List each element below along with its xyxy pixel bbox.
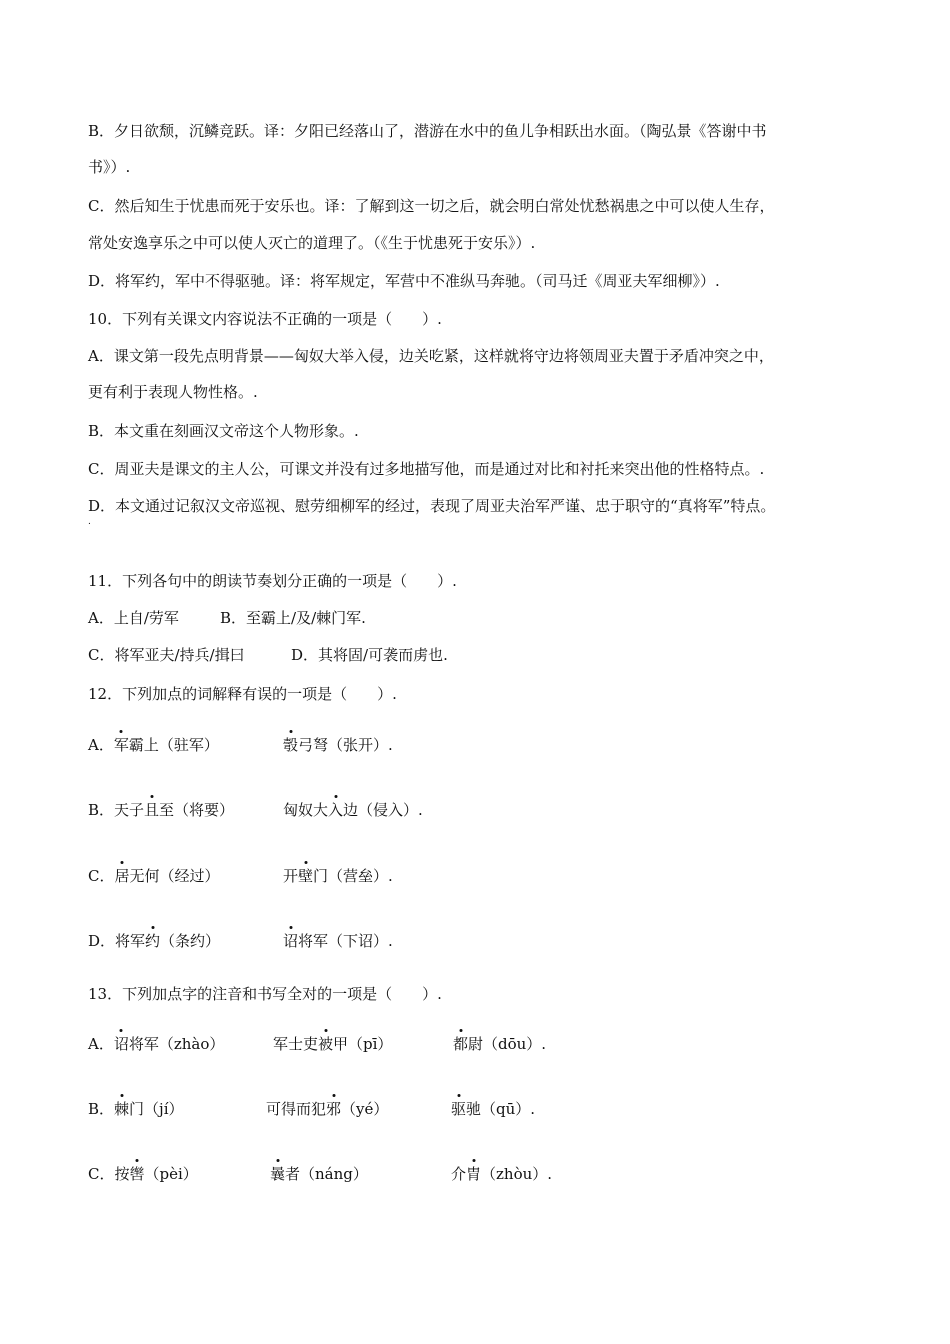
q10-option-d-line2: . (88, 517, 91, 527)
q9-option-b-line1: B．夕日欲颓，沉鳞竞跃。译：夕阳已经落山了，潜游在水中的鱼儿争相跃出水面。（陶弘景《答谢中书 (88, 122, 767, 140)
emphasis-dot-char: 棘 (114, 1100, 130, 1118)
q12-option-d-item2: 诏将军（下诏）. (283, 932, 393, 950)
q12-option-c-item2: 开壁门（营垒）. (283, 867, 393, 885)
q11-option-c: C．将军亚夫/持兵/揖曰 (88, 646, 245, 664)
q10-option-d-line1: D．本文通过记叙汉文帝巡视、慰劳细柳军的经过，表现了周亚夫治军严谨、忠于职守的“真将军”特点。 (88, 497, 776, 515)
q13-option-c-item3: 介胄（zhòu）. (451, 1165, 553, 1183)
q9-option-d: D．将军约，军中不得驱驰。译：将军规定，军营中不准纵马奔驰。（司马迁《周亚夫军细柳》）. (88, 272, 720, 290)
q13-option-a-item2: 军士吏被甲（pī） (273, 1035, 393, 1053)
emphasis-dot-char: 约 (145, 932, 161, 950)
emphasis-dot-char: 居 (114, 867, 130, 885)
q11-option-b: B．至霸上/及/棘门军. (220, 609, 366, 627)
q12-option-b-item1: B．天子且至（将要） (88, 801, 235, 819)
q13-option-a-item3: 都尉（dōu）. (453, 1035, 547, 1053)
q9-option-c-line2: 常处安逸享乐之中可以使人灭亡的道理了。（《生于忧患死于安乐》）. (88, 234, 536, 252)
emphasis-dot-char: 驱 (451, 1100, 467, 1118)
q10-option-a-line1: A．课文第一段先点明背景——匈奴大举入侵，边关吃紧，这样就将守边将领周亚夫置于矛盾冲突之中， (88, 347, 774, 365)
emphasis-dot-char: 被 (318, 1035, 334, 1053)
emphasis-dot-char: 胄 (466, 1165, 482, 1183)
q11-option-d: D．其将固/可袭而虏也. (291, 646, 448, 664)
emphasis-dot-char: 都 (453, 1035, 469, 1053)
q13-option-b-item1: B．棘门（jí） (88, 1100, 184, 1118)
emphasis-dot-char: 邪 (326, 1100, 342, 1118)
q13-option-b-item3: 驱驰（qū）. (451, 1100, 536, 1118)
emphasis-dot-char: 壁 (298, 867, 314, 885)
emphasis-dot-char: 诏 (113, 1035, 129, 1053)
q13-stem: 13．下列加点字的注音和书写全对的一项是（ ）. (88, 985, 442, 1003)
q13-option-c-item2: 曩者（náng） (270, 1165, 368, 1183)
q10-stem: 10．下列有关课文内容说法不正确的一项是（ ）. (88, 310, 442, 328)
emphasis-dot-char: 且 (144, 801, 160, 819)
q12-stem: 12．下列加点的词解释有误的一项是（ ）. (88, 685, 397, 703)
q12-option-b-item2: 匈奴大入边（侵入）. (283, 801, 423, 819)
q12-option-a-item1: A．军霸上（驻军） (88, 736, 219, 754)
q12-option-d-item1: D．将军约（条约） (88, 932, 221, 950)
emphasis-dot-char: 军 (113, 736, 129, 754)
q10-option-c: C．周亚夫是课文的主人公，可课文并没有过多地描写他，而是通过对比和衬托来突出他的性格特点。. (88, 460, 765, 478)
q12-option-a-item2: 彀弓弩（张开）. (283, 736, 393, 754)
q10-option-a-line2: 更有利于表现人物性格。. (88, 383, 258, 401)
emphasis-dot-char: 曩 (270, 1165, 286, 1183)
q13-option-c-item1: C．按辔（pèi） (88, 1165, 198, 1183)
q11-stem: 11．下列各句中的朗读节奏划分正确的一项是（ ）. (88, 572, 457, 590)
emphasis-dot-char: 诏 (283, 932, 299, 950)
emphasis-dot-char: 彀 (283, 736, 299, 754)
q13-option-a-item1: A．诏将军（zhào） (88, 1035, 225, 1053)
q9-option-b-line2: 书》）. (88, 158, 131, 176)
q9-option-c-line1: C．然后知生于忧患而死于安乐也。译：了解到这一切之后，就会明白常处忧愁祸患之中可以使人生存， (88, 197, 775, 215)
q10-option-b: B．本文重在刻画汉文帝这个人物形象。. (88, 422, 359, 440)
emphasis-dot-char: 辔 (129, 1165, 145, 1183)
q13-option-b-item2: 可得而犯邪（yé） (266, 1100, 389, 1118)
q11-option-a: A．上自/劳军 (88, 609, 179, 627)
emphasis-dot-char: 入 (328, 801, 344, 819)
q12-option-c-item1: C．居无何（经过） (88, 867, 220, 885)
